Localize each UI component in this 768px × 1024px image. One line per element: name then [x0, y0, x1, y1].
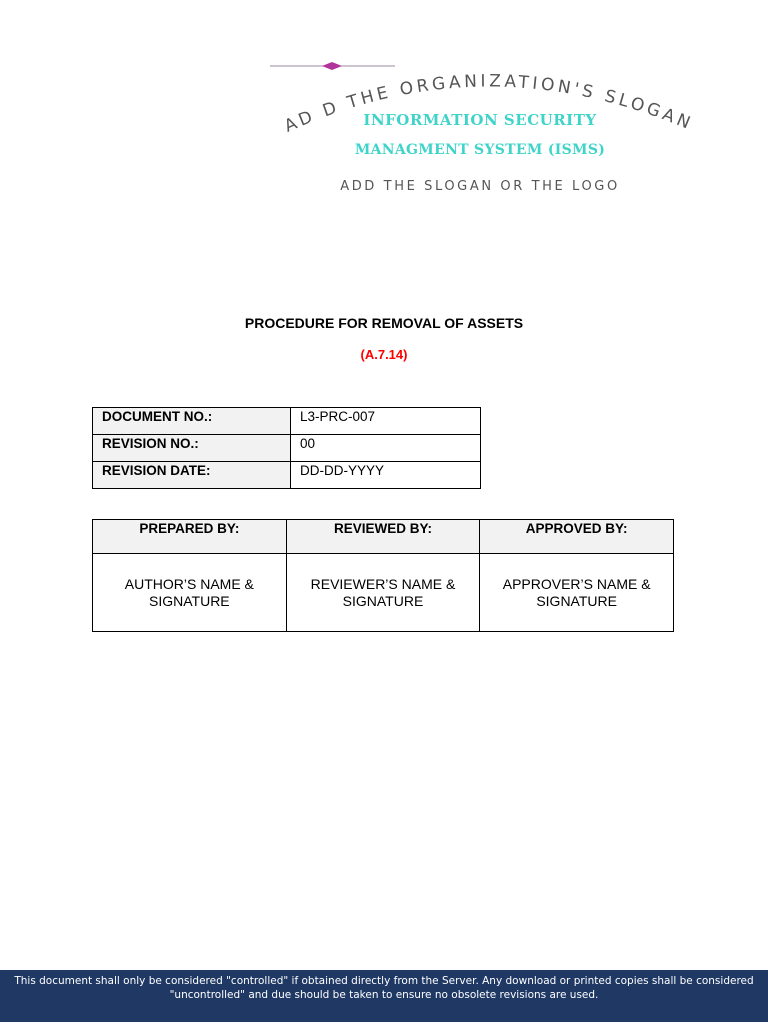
logo-title-line2: MANAGMENT SYSTEM (ISMS) — [354, 142, 606, 158]
reviewed-by-header: REVIEWED BY: — [286, 520, 480, 554]
footer-disclaimer — [0, 970, 768, 1022]
document-info-table — [92, 407, 481, 489]
prepared-by-header: PREPARED BY: — [93, 520, 287, 554]
organization-logo — [270, 60, 710, 230]
approved-by-header: APPROVED BY: — [480, 520, 674, 554]
revision-number-label: REVISION NO.: — [93, 435, 291, 462]
document-title: PROCEDURE FOR REMOVAL OF ASSETS — [244, 315, 524, 331]
ornament-divider-icon — [270, 60, 395, 72]
approver-signature-cell: APPROVER’S NAME & SIGNATURE — [480, 554, 674, 632]
author-signature-cell: AUTHOR’S NAME & SIGNATURE — [93, 554, 287, 632]
document-number-label: DOCUMENT NO.: — [93, 408, 291, 435]
control-reference: (A.7.14) — [360, 347, 408, 362]
table-header-row — [93, 520, 674, 554]
table-row — [93, 408, 481, 435]
footer-line-2: "uncontrolled" and due should be taken to ensure no obsolete revisions are used. — [169, 988, 599, 1001]
logo-title-line1: INFORMATION SECURITY — [363, 111, 597, 129]
revision-number-value: 00 — [291, 435, 481, 462]
document-number-value: L3-PRC-007 — [291, 408, 481, 435]
revision-date-value: DD-DD-YYYY — [291, 462, 481, 489]
table-row — [93, 435, 481, 462]
reviewer-signature-cell: REVIEWER’S NAME & SIGNATURE — [286, 554, 480, 632]
footer-line-1: This document shall only be considered "controlled" if obtained directly from the Server. Any download or printed copies shall be considered — [14, 975, 754, 987]
table-row — [93, 462, 481, 489]
approval-table — [92, 519, 674, 632]
table-row — [93, 554, 674, 632]
logo-slogan: ADD THE SLOGAN OR THE LOGO — [340, 179, 620, 194]
slogan-arc — [270, 60, 710, 150]
logo-arc-text: AD D THE ORGANIZATION'S SLOGAN — [281, 71, 697, 137]
revision-date-label: REVISION DATE: — [93, 462, 291, 489]
